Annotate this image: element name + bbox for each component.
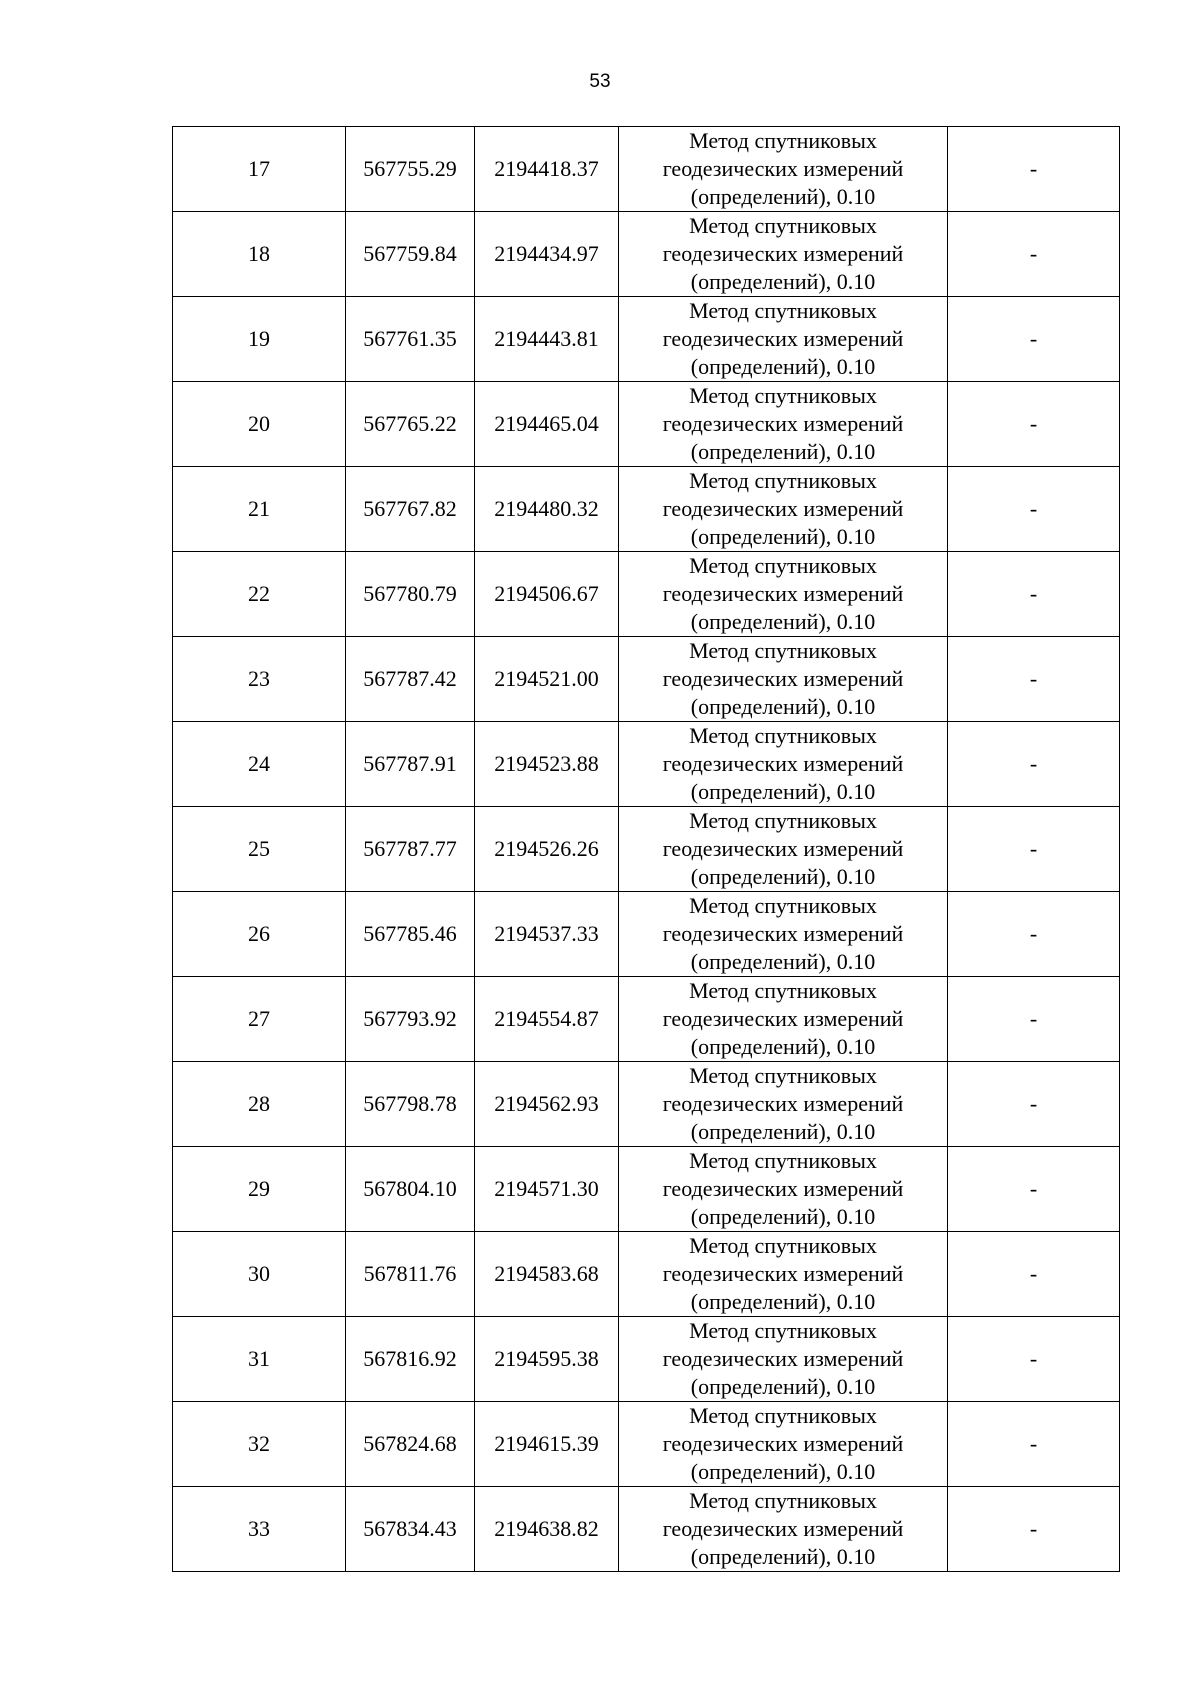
method-cell: [619, 1147, 948, 1232]
x-coordinate-cell: 567834.43: [346, 1487, 475, 1572]
y-coordinate-cell: 2194526.26: [475, 807, 619, 892]
method-line: Метод спутниковых: [689, 1318, 877, 1343]
table-row: [173, 722, 1120, 807]
method-line: геодезических измерений: [662, 921, 904, 946]
method-cell: [619, 977, 948, 1062]
method-line: (определений), 0.10: [690, 354, 876, 379]
y-coordinate-cell: 2194506.67: [475, 552, 619, 637]
note-cell: -: [948, 807, 1120, 892]
point-number-cell: 17: [173, 127, 346, 212]
x-coordinate-cell: 567765.22: [346, 382, 475, 467]
x-coordinate-cell: 567767.82: [346, 467, 475, 552]
table-row: [173, 552, 1120, 637]
x-coordinate-cell: 567761.35: [346, 297, 475, 382]
point-number-cell: 20: [173, 382, 346, 467]
method-cell: [619, 127, 948, 212]
note-cell: -: [948, 297, 1120, 382]
point-number-cell: 33: [173, 1487, 346, 1572]
method-line: Метод спутниковых: [689, 808, 877, 833]
y-coordinate-cell: 2194418.37: [475, 127, 619, 212]
method-line: геодезических измерений: [662, 1346, 904, 1371]
table-row: [173, 467, 1120, 552]
page-number: 53: [589, 71, 611, 92]
note-cell: -: [948, 722, 1120, 807]
table-row: [173, 297, 1120, 382]
method-cell: [619, 722, 948, 807]
method-line: Метод спутниковых: [689, 383, 877, 408]
method-line: Метод спутниковых: [689, 128, 877, 153]
point-number-cell: 27: [173, 977, 346, 1062]
table-row: [173, 212, 1120, 297]
note-cell: -: [948, 1402, 1120, 1487]
table-row: [173, 1317, 1120, 1402]
method-line: (определений), 0.10: [690, 1544, 876, 1569]
method-line: (определений), 0.10: [690, 1204, 876, 1229]
point-number-cell: 30: [173, 1232, 346, 1317]
y-coordinate-cell: 2194571.30: [475, 1147, 619, 1232]
table-row: [173, 382, 1120, 467]
method-line: геодезических измерений: [662, 241, 904, 266]
note-cell: -: [948, 1317, 1120, 1402]
method-line: геодезических измерений: [662, 751, 904, 776]
method-line: (определений), 0.10: [690, 184, 876, 209]
method-line: Метод спутниковых: [689, 1063, 877, 1088]
table-row: [173, 1062, 1120, 1147]
coordinates-table-body: [173, 127, 1120, 1572]
y-coordinate-cell: 2194465.04: [475, 382, 619, 467]
method-line: Метод спутниковых: [689, 468, 877, 493]
point-number-cell: 26: [173, 892, 346, 977]
point-number-cell: 23: [173, 637, 346, 722]
method-line: геодезических измерений: [662, 1431, 904, 1456]
table-row: [173, 1232, 1120, 1317]
method-line: (определений), 0.10: [690, 949, 876, 974]
method-line: геодезических измерений: [662, 496, 904, 521]
x-coordinate-cell: 567755.29: [346, 127, 475, 212]
method-line: (определений), 0.10: [690, 1289, 876, 1314]
method-cell: [619, 1317, 948, 1402]
note-cell: -: [948, 1062, 1120, 1147]
method-line: Метод спутниковых: [689, 298, 877, 323]
table-row: [173, 1487, 1120, 1572]
table-row: [173, 977, 1120, 1062]
method-line: Метод спутниковых: [689, 1488, 877, 1513]
method-line: (определений), 0.10: [690, 439, 876, 464]
method-line: Метод спутниковых: [689, 1148, 877, 1173]
method-line: геодезических измерений: [662, 836, 904, 861]
method-line: (определений), 0.10: [690, 1374, 876, 1399]
note-cell: -: [948, 1487, 1120, 1572]
table-row: [173, 1402, 1120, 1487]
point-number-cell: 28: [173, 1062, 346, 1147]
table-row: [173, 637, 1120, 722]
point-number-cell: 19: [173, 297, 346, 382]
method-cell: [619, 637, 948, 722]
method-line: геодезических измерений: [662, 1261, 904, 1286]
y-coordinate-cell: 2194554.87: [475, 977, 619, 1062]
method-cell: [619, 212, 948, 297]
method-cell: [619, 1402, 948, 1487]
method-line: геодезических измерений: [662, 1091, 904, 1116]
note-cell: -: [948, 127, 1120, 212]
x-coordinate-cell: 567785.46: [346, 892, 475, 977]
method-line: Метод спутниковых: [689, 723, 877, 748]
point-number-cell: 29: [173, 1147, 346, 1232]
y-coordinate-cell: 2194443.81: [475, 297, 619, 382]
method-line: геодезических измерений: [662, 1516, 904, 1541]
method-line: Метод спутниковых: [689, 553, 877, 578]
method-line: (определений), 0.10: [690, 1459, 876, 1484]
x-coordinate-cell: 567787.42: [346, 637, 475, 722]
method-cell: [619, 1487, 948, 1572]
x-coordinate-cell: 567804.10: [346, 1147, 475, 1232]
method-line: (определений), 0.10: [690, 524, 876, 549]
point-number-cell: 25: [173, 807, 346, 892]
method-line: геодезических измерений: [662, 581, 904, 606]
note-cell: -: [948, 552, 1120, 637]
point-number-cell: 31: [173, 1317, 346, 1402]
method-cell: [619, 467, 948, 552]
method-line: геодезических измерений: [662, 326, 904, 351]
y-coordinate-cell: 2194537.33: [475, 892, 619, 977]
method-line: (определений), 0.10: [690, 609, 876, 634]
table-row: [173, 1147, 1120, 1232]
y-coordinate-cell: 2194562.93: [475, 1062, 619, 1147]
note-cell: -: [948, 1232, 1120, 1317]
x-coordinate-cell: 567824.68: [346, 1402, 475, 1487]
point-number-cell: 24: [173, 722, 346, 807]
note-cell: -: [948, 382, 1120, 467]
method-line: (определений), 0.10: [690, 1034, 876, 1059]
method-cell: [619, 892, 948, 977]
method-line: геодезических измерений: [662, 1176, 904, 1201]
method-line: геодезических измерений: [662, 156, 904, 181]
method-cell: [619, 1232, 948, 1317]
x-coordinate-cell: 567759.84: [346, 212, 475, 297]
note-cell: -: [948, 892, 1120, 977]
point-number-cell: 21: [173, 467, 346, 552]
y-coordinate-cell: 2194523.88: [475, 722, 619, 807]
y-coordinate-cell: 2194615.39: [475, 1402, 619, 1487]
note-cell: -: [948, 1147, 1120, 1232]
table-row: [173, 807, 1120, 892]
method-line: геодезических измерений: [662, 1006, 904, 1031]
y-coordinate-cell: 2194595.38: [475, 1317, 619, 1402]
note-cell: -: [948, 977, 1120, 1062]
x-coordinate-cell: 567780.79: [346, 552, 475, 637]
method-line: (определений), 0.10: [690, 694, 876, 719]
method-line: (определений), 0.10: [690, 864, 876, 889]
method-cell: [619, 807, 948, 892]
point-number-cell: 18: [173, 212, 346, 297]
method-line: Метод спутниковых: [689, 893, 877, 918]
method-line: Метод спутниковых: [689, 638, 877, 663]
method-line: (определений), 0.10: [690, 779, 876, 804]
point-number-cell: 32: [173, 1402, 346, 1487]
note-cell: -: [948, 212, 1120, 297]
x-coordinate-cell: 567816.92: [346, 1317, 475, 1402]
method-line: Метод спутниковых: [689, 1403, 877, 1428]
point-number-cell: 22: [173, 552, 346, 637]
coordinates-table: [172, 126, 1120, 1572]
method-line: Метод спутниковых: [689, 978, 877, 1003]
x-coordinate-cell: 567811.76: [346, 1232, 475, 1317]
y-coordinate-cell: 2194480.32: [475, 467, 619, 552]
method-line: геодезических измерений: [662, 411, 904, 436]
note-cell: -: [948, 637, 1120, 722]
method-line: (определений), 0.10: [690, 1119, 876, 1144]
method-line: геодезических измерений: [662, 666, 904, 691]
x-coordinate-cell: 567787.77: [346, 807, 475, 892]
table-row: [173, 892, 1120, 977]
method-cell: [619, 382, 948, 467]
x-coordinate-cell: 567798.78: [346, 1062, 475, 1147]
y-coordinate-cell: 2194434.97: [475, 212, 619, 297]
y-coordinate-cell: 2194521.00: [475, 637, 619, 722]
method-line: Метод спутниковых: [689, 213, 877, 238]
note-cell: -: [948, 467, 1120, 552]
y-coordinate-cell: 2194583.68: [475, 1232, 619, 1317]
method-line: Метод спутниковых: [689, 1233, 877, 1258]
method-line: (определений), 0.10: [690, 269, 876, 294]
x-coordinate-cell: 567787.91: [346, 722, 475, 807]
table-row: [173, 127, 1120, 212]
method-cell: [619, 1062, 948, 1147]
x-coordinate-cell: 567793.92: [346, 977, 475, 1062]
y-coordinate-cell: 2194638.82: [475, 1487, 619, 1572]
method-cell: [619, 552, 948, 637]
method-cell: [619, 297, 948, 382]
